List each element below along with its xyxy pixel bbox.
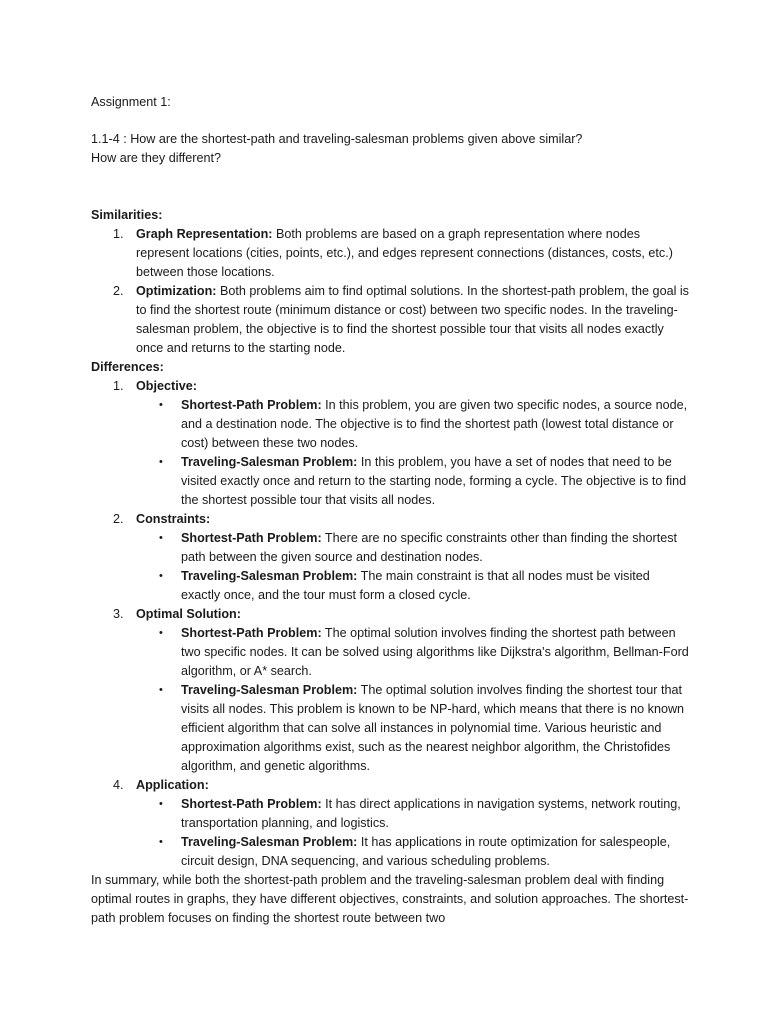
sub-item-label: Traveling-Salesman Problem:: [181, 455, 358, 469]
difference-item: [113, 605, 691, 776]
sub-item: [159, 529, 691, 567]
difference-item: [113, 377, 691, 510]
similarity-label: Optimization:: [136, 284, 217, 298]
sub-item: [159, 567, 691, 605]
assignment-title: Assignment 1:: [91, 95, 171, 109]
difference-label: Constraints:: [136, 512, 211, 526]
sub-item: [159, 833, 691, 871]
sub-item-label: Traveling-Salesman Problem:: [181, 835, 358, 849]
sub-item: [159, 624, 691, 681]
difference-label: Objective:: [136, 379, 197, 393]
list-number: 1.: [113, 227, 124, 241]
difference-sublist: [136, 529, 691, 605]
similarities-list: [91, 225, 691, 358]
difference-sublist: [136, 795, 691, 871]
question-line-2: How are they different?: [91, 151, 221, 165]
difference-sublist: [136, 396, 691, 510]
bullet-icon: •: [159, 684, 163, 696]
sub-item-label: Traveling-Salesman Problem:: [181, 569, 358, 583]
differences-list: [91, 377, 691, 871]
difference-item: [113, 510, 691, 605]
differences-heading: Differences:: [91, 360, 164, 374]
sub-item-text: There are no specific constraints other than finding the shortest path between the given source and destination nodes.: [181, 531, 678, 564]
similarity-item: [113, 225, 691, 282]
sub-item-label: Traveling-Salesman Problem:: [181, 683, 358, 697]
similarities-heading: Similarities:: [91, 208, 163, 222]
sub-item-text: It has applications in route optimization for salespeople, circuit design, DNA sequencing, and various scheduling problems.: [181, 835, 671, 868]
sub-item-text: In this problem, you are given two specific nodes, a source node, and a destination node. The objective is to find the shortest path (lowest total distance or cost) between these two nodes.: [181, 398, 688, 450]
sub-item: [159, 681, 691, 776]
similarity-item: [113, 282, 691, 358]
sub-item: [159, 453, 691, 510]
bullet-icon: •: [159, 456, 163, 468]
sub-item-text: It has direct applications in navigation systems, network routing, transportation planning, and logistics.: [181, 797, 681, 830]
sub-item: [159, 396, 691, 453]
bullet-icon: •: [159, 532, 163, 544]
sub-item-text: In this problem, you have a set of nodes that need to be visited exactly once and return to the starting node, forming a cycle. The objective is to find the shortest possible tour that visits all nodes.: [181, 455, 687, 507]
sub-item-label: Shortest-Path Problem:: [181, 531, 322, 545]
question: [91, 130, 691, 168]
sub-item-label: Shortest-Path Problem:: [181, 626, 322, 640]
summary-paragraph: In summary, while both the shortest-path problem and the traveling-salesman problem deal with finding optimal routes in graphs, they have different objectives, constraints, and solution approaches. The shortest-path problem focuses on finding the shortest route between two: [91, 873, 689, 925]
list-number: 1.: [113, 379, 124, 393]
sub-item-text: The optimal solution involves finding the shortest tour that visits all nodes. This problem is known to be NP-hard, which means that there is no known efficient algorithm that can solve all instances in polynomial time. Various heuristic and approximation algorithms exist, such as the nearest neighbor algorithm, the Christofides algorithm, and genetic algorithms.: [181, 683, 685, 773]
sub-item-label: Shortest-Path Problem:: [181, 398, 322, 412]
bullet-icon: •: [159, 399, 163, 411]
similarity-text: Both problems are based on a graph representation where nodes represent locations (cities, points, etc.), and edges represent connections (distances, costs, etc.) between those locations.: [136, 227, 673, 279]
question-line-1: 1.1-4 : How are the shortest-path and traveling-salesman problems given above similar?: [91, 132, 583, 146]
sub-item: [159, 795, 691, 833]
list-number: 2.: [113, 512, 124, 526]
similarity-label: Graph Representation:: [136, 227, 273, 241]
similarity-text: Both problems aim to find optimal solutions. In the shortest-path problem, the goal is to find the shortest route (minimum distance or cost) between two specific nodes. In the traveling-salesman problem, the objective is to find the shortest possible tour that visits all nodes exactly once and returns to the starting node.: [136, 284, 689, 355]
document-body: [91, 93, 691, 928]
bullet-icon: •: [159, 570, 163, 582]
bullet-icon: •: [159, 798, 163, 810]
bullet-icon: •: [159, 836, 163, 848]
difference-item: [113, 776, 691, 871]
difference-label: Optimal Solution:: [136, 607, 241, 621]
list-number: 4.: [113, 778, 124, 792]
difference-sublist: [136, 624, 691, 776]
sub-item-text: The main constraint is that all nodes must be visited exactly once, and the tour must form a closed cycle.: [181, 569, 650, 602]
sub-item-text: The optimal solution involves finding the shortest path between two specific nodes. It can be solved using algorithms like Dijkstra's algorithm, Bellman-Ford algorithm, or A* search.: [181, 626, 689, 678]
list-number: 2.: [113, 284, 124, 298]
bullet-icon: •: [159, 627, 163, 639]
list-number: 3.: [113, 607, 124, 621]
sub-item-label: Shortest-Path Problem:: [181, 797, 322, 811]
difference-label: Application:: [136, 778, 209, 792]
